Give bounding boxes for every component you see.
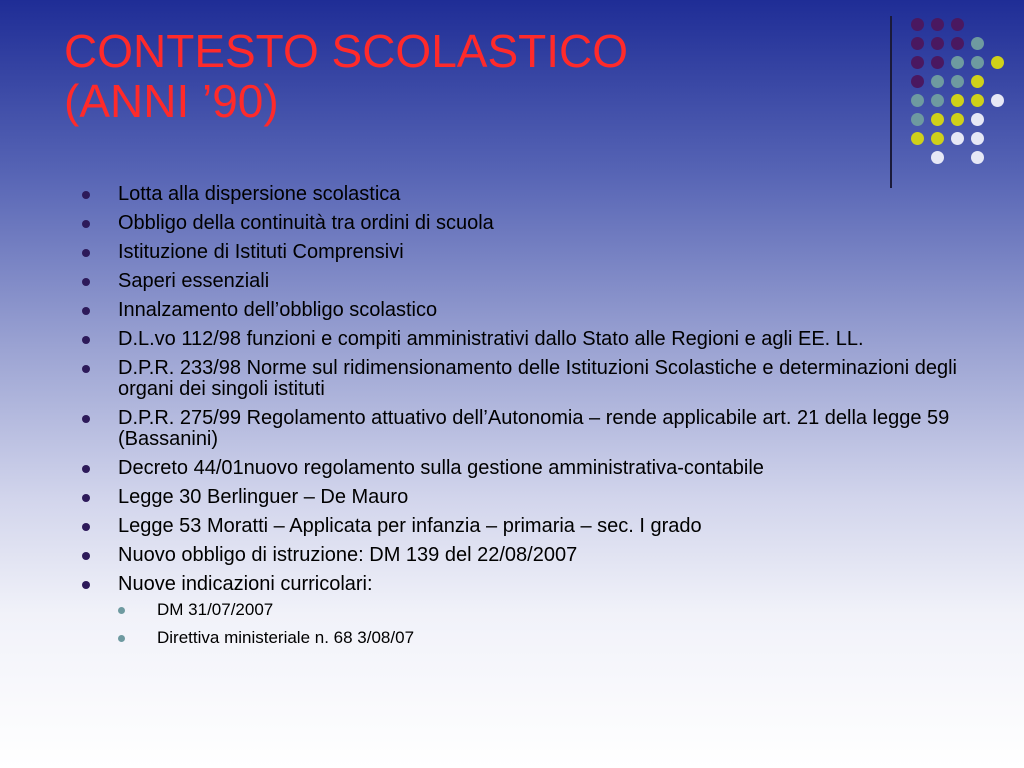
bullet-item: Legge 30 Berlinguer – De Mauro [80,487,960,508]
decorative-dot [931,94,944,107]
decorative-dot [931,56,944,69]
slide-title-line-2: (ANNI ’90) [64,75,279,127]
decorative-dot-grid [905,10,1015,170]
bullet-item: D.P.R. 275/99 Regolamento attuativo dell’Autonomia – rende applicabile art. 21 della legge 59 (Bassanini) [80,408,960,450]
sub-bullet-item: Direttiva ministeriale n. 68 3/08/07 [118,629,960,647]
bullet-list [80,184,960,657]
decorative-dot [991,94,1004,107]
decorative-dot [971,75,984,88]
decorative-dot [951,56,964,69]
bullet-item-with-sublist [80,574,960,647]
bullet-item: Lotta alla dispersione scolastica [80,184,960,205]
bullet-item: Nuovo obbligo di istruzione: DM 139 del 22/08/2007 [80,545,960,566]
decorative-dot [911,113,924,126]
decorative-dot [931,132,944,145]
decorative-dot [991,56,1004,69]
decorative-dot [911,18,924,31]
sub-bullet-list [118,601,960,647]
bullet-item: Saperi essenziali [80,271,960,292]
decorative-dot [931,75,944,88]
decorative-dot [911,37,924,50]
decorative-dot [971,94,984,107]
decorative-dot [931,37,944,50]
decorative-dot [911,94,924,107]
decorative-dot [931,151,944,164]
decorative-dot [911,56,924,69]
bullet-item: D.P.R. 233/98 Norme sul ridimensionamento delle Istituzioni Scolastiche e determinazioni degli organi dei singoli istituti [80,358,960,400]
bullet-item: Decreto 44/01nuovo regolamento sulla gestione amministrativa-contabile [80,458,960,479]
decorative-dot [971,151,984,164]
decorative-dot [951,18,964,31]
slide-title-line-1: CONTESTO SCOLASTICO [64,25,629,77]
bullet-item: Istituzione di Istituti Comprensivi [80,242,960,263]
bullet-item: Innalzamento dell’obbligo scolastico [80,300,960,321]
slide-title [64,26,628,126]
decorative-dot [951,37,964,50]
bullet-item-label: Nuove indicazioni curricolari: [118,573,373,595]
decorative-dot [911,132,924,145]
decorative-dot [911,75,924,88]
decorative-dot [951,132,964,145]
decorative-dot [971,113,984,126]
decorative-dot [971,37,984,50]
bullet-item: D.L.vo 112/98 funzioni e compiti amministrativi dallo Stato alle Regioni e agli EE. LL. [80,329,960,350]
bullet-item: Legge 53 Moratti – Applicata per infanzia – primaria – sec. I grado [80,516,960,537]
bullet-item: Obbligo della continuità tra ordini di scuola [80,213,960,234]
sub-bullet-item: DM 31/07/2007 [118,601,960,619]
decorative-dot [931,18,944,31]
decorative-dot [931,113,944,126]
decorative-dot [951,94,964,107]
decorative-dot [971,132,984,145]
decorative-dot [951,75,964,88]
decorative-dot [951,113,964,126]
decorative-dot [971,56,984,69]
decorative-vertical-line [890,16,892,188]
